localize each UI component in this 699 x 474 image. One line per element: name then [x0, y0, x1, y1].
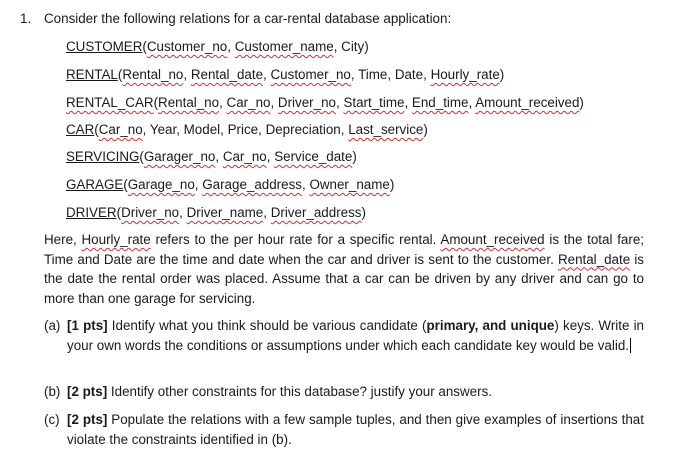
- attribute: Price: [227, 122, 259, 137]
- attribute: Driver_no: [277, 95, 336, 110]
- attribute: Driver_address: [270, 205, 362, 220]
- attribute: Service_date: [274, 149, 353, 164]
- part-label: (b): [44, 384, 61, 399]
- points-badge: [1 pts]: [67, 318, 108, 333]
- attribute: Owner_name: [309, 177, 390, 192]
- attribute: Start_time: [343, 95, 405, 110]
- relation-name: GARAGE: [66, 177, 124, 192]
- attribute: Rental_date: [190, 67, 264, 82]
- attribute: Year: [149, 122, 177, 137]
- points-badge: [2 pts]: [67, 384, 108, 399]
- relation-rental-car: RENTAL_CAR(Rental_no, Car_no, Driver_no, Start_time, End_time, Amount_received): [66, 95, 584, 110]
- attribute: Amount_received: [475, 95, 580, 110]
- part-text[interactable]: [1 pts] Identify what you think should be various candidate (primary, and unique) keys. Write in your own words the conditions or assumptions under which each candidate key would be valid.: [67, 318, 645, 353]
- attribute: Depreciation: [265, 122, 341, 137]
- key-types: primary, and unique: [426, 318, 555, 333]
- explanation-paragraph: Here, Hourly_rate refers to the per hour rate for a specific rental. Amount_received is the total fare; Time and Date are the time and date when the car and driver is sent to the customer. Rental_date is the date the rental order was placed. Assume that a car can be driven by any driver and can go to more than one garage for servicing.: [44, 232, 644, 306]
- attribute: City: [341, 39, 365, 54]
- attribute: Model: [183, 122, 221, 137]
- attribute: End_time: [411, 95, 469, 110]
- term-hourly-rate: Hourly_rate: [81, 232, 151, 247]
- question-intro: Consider the following relations for a car-rental database application:: [44, 11, 452, 26]
- attribute: Driver_no: [121, 205, 180, 220]
- relation-name: DRIVER: [66, 205, 117, 220]
- relation-driver: DRIVER(Driver_no, Driver_name, Driver_address): [66, 205, 366, 220]
- relation-name: RENTAL: [66, 67, 118, 82]
- attribute: Date: [394, 67, 424, 82]
- attribute: Driver_name: [186, 205, 264, 220]
- term-amount-received: Amount_received: [440, 232, 545, 247]
- part-text: [2 pts] Identify other constraints for this database? justify your answers.: [67, 384, 492, 399]
- part-label: (c): [44, 412, 60, 427]
- part-label: (a): [44, 318, 61, 333]
- attribute: Garage_no: [127, 177, 195, 192]
- relation-rental: RENTAL(Rental_no, Rental_date, Customer_no, Time, Date, Hourly_rate): [66, 67, 505, 82]
- attribute: Last_service: [348, 122, 424, 137]
- attribute: Customer_name: [234, 39, 334, 54]
- attribute: Garage_address: [202, 177, 302, 192]
- relation-car: CAR(Car_no, Year, Model, Price, Depreciation, Last_service): [66, 122, 428, 137]
- attribute: Rental_no: [158, 95, 220, 110]
- relation-servicing: SERVICING(Garager_no, Car_no, Service_date): [66, 149, 357, 164]
- term-rental-date: Rental_date: [557, 251, 631, 267]
- attribute: Customer_no: [146, 39, 228, 54]
- attribute: Customer_no: [270, 67, 351, 82]
- attribute: Time: [358, 67, 388, 82]
- attribute: Car_no: [98, 122, 143, 137]
- relation-customer: CUSTOMER(Customer_no, Customer_name, City): [66, 39, 369, 54]
- relation-name: SERVICING: [66, 149, 140, 164]
- relation-name: CUSTOMER: [66, 39, 143, 54]
- attribute: Car_no: [222, 149, 267, 164]
- relation-name: CAR: [66, 122, 95, 137]
- text-cursor: [630, 338, 631, 353]
- attribute: Hourly_rate: [430, 67, 500, 82]
- points-badge: [2 pts]: [67, 412, 108, 427]
- relation-name: RENTAL_CAR: [66, 95, 154, 110]
- question-number: 1.: [20, 11, 32, 26]
- attribute: Rental_no: [122, 67, 184, 82]
- attribute: Garager_no: [143, 149, 216, 164]
- attribute: Car_no: [226, 95, 271, 110]
- relation-garage: GARAGE(Garage_no, Garage_address, Owner_name): [66, 177, 395, 192]
- part-text: [2 pts] Populate the relations with a few sample tuples, and then give examples of insertions that violate the constraints identified in (b).: [67, 412, 644, 447]
